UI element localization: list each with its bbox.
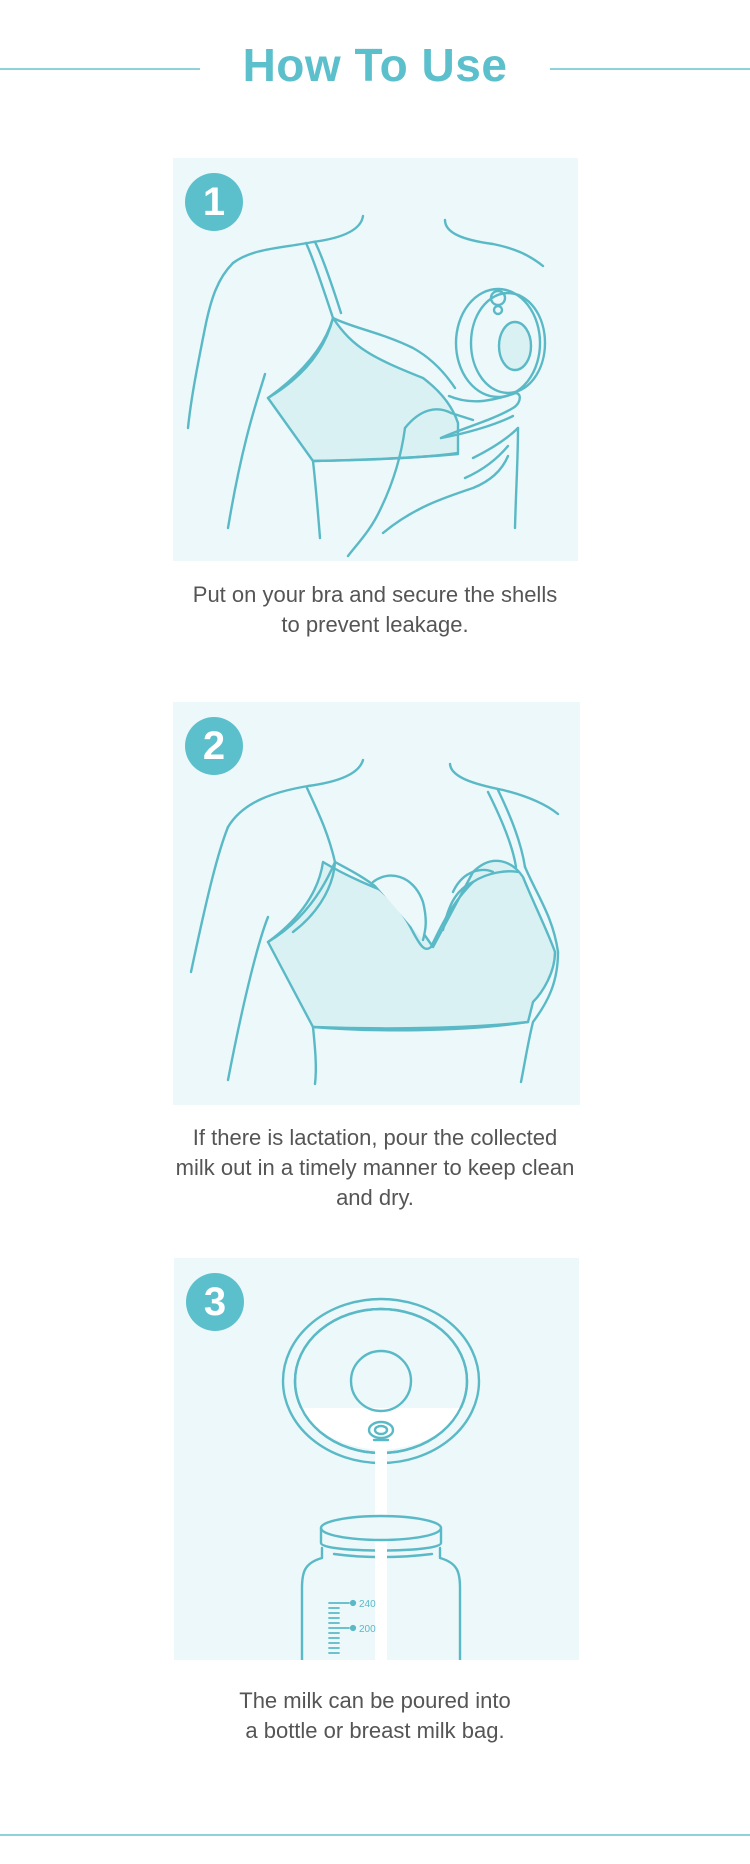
step-3-caption-line: The milk can be poured into	[239, 1688, 511, 1713]
bottle-marking-240: 240	[359, 1599, 376, 1610]
step-3-illustration	[174, 1258, 579, 1660]
step-1-caption-line: to prevent leakage.	[281, 612, 469, 637]
bottle-marking-200: 200	[359, 1624, 376, 1635]
step-1-illustration	[173, 158, 578, 561]
step-1-caption	[0, 580, 750, 640]
step-3-badge: 3	[186, 1273, 244, 1331]
step-2-caption-line: milk out in a timely manner to keep clean	[175, 1155, 575, 1180]
step-2-illustration	[173, 702, 580, 1105]
step-2-caption-line: and dry.	[336, 1185, 414, 1210]
step-1-badge: 1	[185, 173, 243, 231]
page-header	[0, 0, 750, 140]
step-3-caption	[0, 1686, 750, 1746]
step-3-caption-line: a bottle or breast milk bag.	[245, 1718, 505, 1743]
header-rule-right	[550, 68, 750, 70]
step-1-caption-line: Put on your bra and secure the shells	[192, 582, 558, 607]
step-2-badge: 2	[185, 717, 243, 775]
page-title: How To Use	[242, 39, 508, 91]
footer-rule	[0, 1834, 750, 1836]
step-2-caption-line: If there is lactation, pour the collected	[192, 1125, 558, 1150]
step-2-caption	[0, 1123, 750, 1213]
